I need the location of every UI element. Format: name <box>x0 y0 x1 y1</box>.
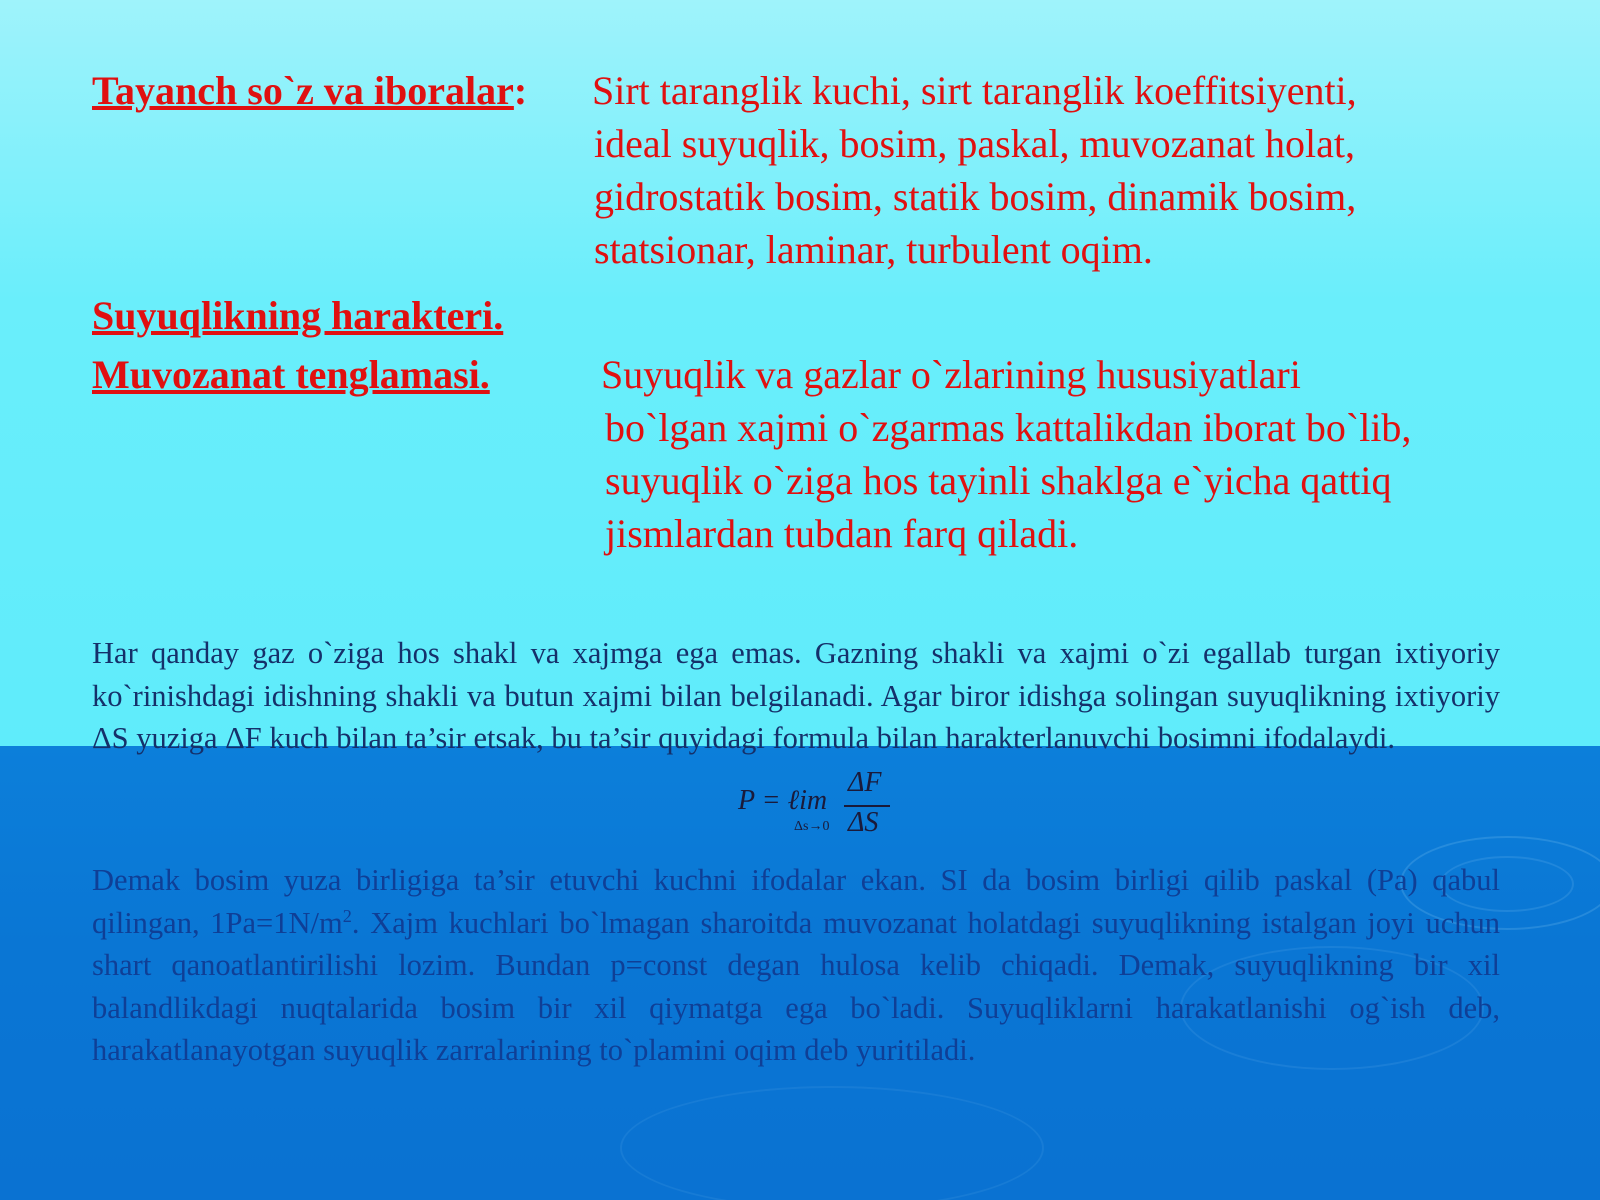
definition-line: bo`lgan xajmi o`zgarmas kattalikdan iborat bo`lib, <box>605 405 1412 450</box>
paragraph-gas-pressure: Har qanday gaz o`ziga hos shakl va xajmga ega emas. Gazning shakli va xajmi o`zi egallab turgan ixtiyoriy ko`rinishdagi idishning shakli va butun xajmi bilan belgilanadi. Agar biror idishga solingan suyuqlikning ixtiyoriy ΔS yuziga ΔF kuch bilan ta’sir etsak, bu ta’sir quyidagi formula bilan harakterlanuvchi bosimni ifodalaydi. <box>92 636 1500 755</box>
keywords-colon: : <box>513 68 528 113</box>
keywords-line: ideal suyuqlik, bosim, paskal, muvozanat holat, <box>594 121 1355 166</box>
definition-line: jismlardan tubdan farq qiladi. <box>605 511 1079 556</box>
definition-text <box>601 348 1411 560</box>
section-heading-character: Suyuqlikning harakteri. <box>92 293 504 338</box>
keywords-list <box>592 64 1357 276</box>
keywords-line: gidrostatik bosim, statik bosim, dinamik bosim, <box>594 174 1357 219</box>
formula-lhs: P = ℓim <box>738 785 828 816</box>
pressure-formula <box>738 767 898 837</box>
paragraph-text: Demak bosim yuza birligiga ta’sir etuvchi kuchni ifodalar ekan. SI da bosim birligi qilib paskal (Pa) qabul qilingan, 1Pa=1N/m <box>92 863 1500 940</box>
keywords-line: Sirt taranglik kuchi, sirt taranglik koeffitsiyenti, <box>592 68 1357 113</box>
keywords-heading: Tayanch so`z va iboralar: <box>92 64 527 117</box>
definition-line: suyuqlik o`ziga hos tayinli shaklga e`yicha qattiq <box>605 458 1392 503</box>
superscript-two: 2 <box>342 905 352 926</box>
keywords-line: statsionar, laminar, turbulent oqim. <box>594 227 1153 272</box>
formula-numerator: ΔF <box>848 767 882 798</box>
formula-limit-subscript: Δs→0 <box>794 819 830 834</box>
formula-denominator: ΔS <box>848 807 879 838</box>
definition-line: Suyuqlik va gazlar o`zlarining hususiyatlari <box>601 352 1301 397</box>
paragraph-text: . Xajm kuchlari bo`lmagan sharoitda muvozanat holatdagi suyuqlikning istalgan joyi uchun shart qanoatlantirilishi lozim. Bundan p=const degan hulosa kelib chiqadi. Demak, suyuqlikning bir xil balandlikdagi nuqtalarida bosim bir xil qiymatga ega bo`ladi. Suyuqliklarni harakatlanishi og`ish deb, harakatlanayotgan suyuqlik zarralarining to`plamini oqim deb yuritiladi. <box>92 905 1500 1067</box>
section-heading-equilibrium: Muvozanat tenglamasi. <box>92 352 490 397</box>
paragraph-pressure-unit <box>92 859 1500 1072</box>
